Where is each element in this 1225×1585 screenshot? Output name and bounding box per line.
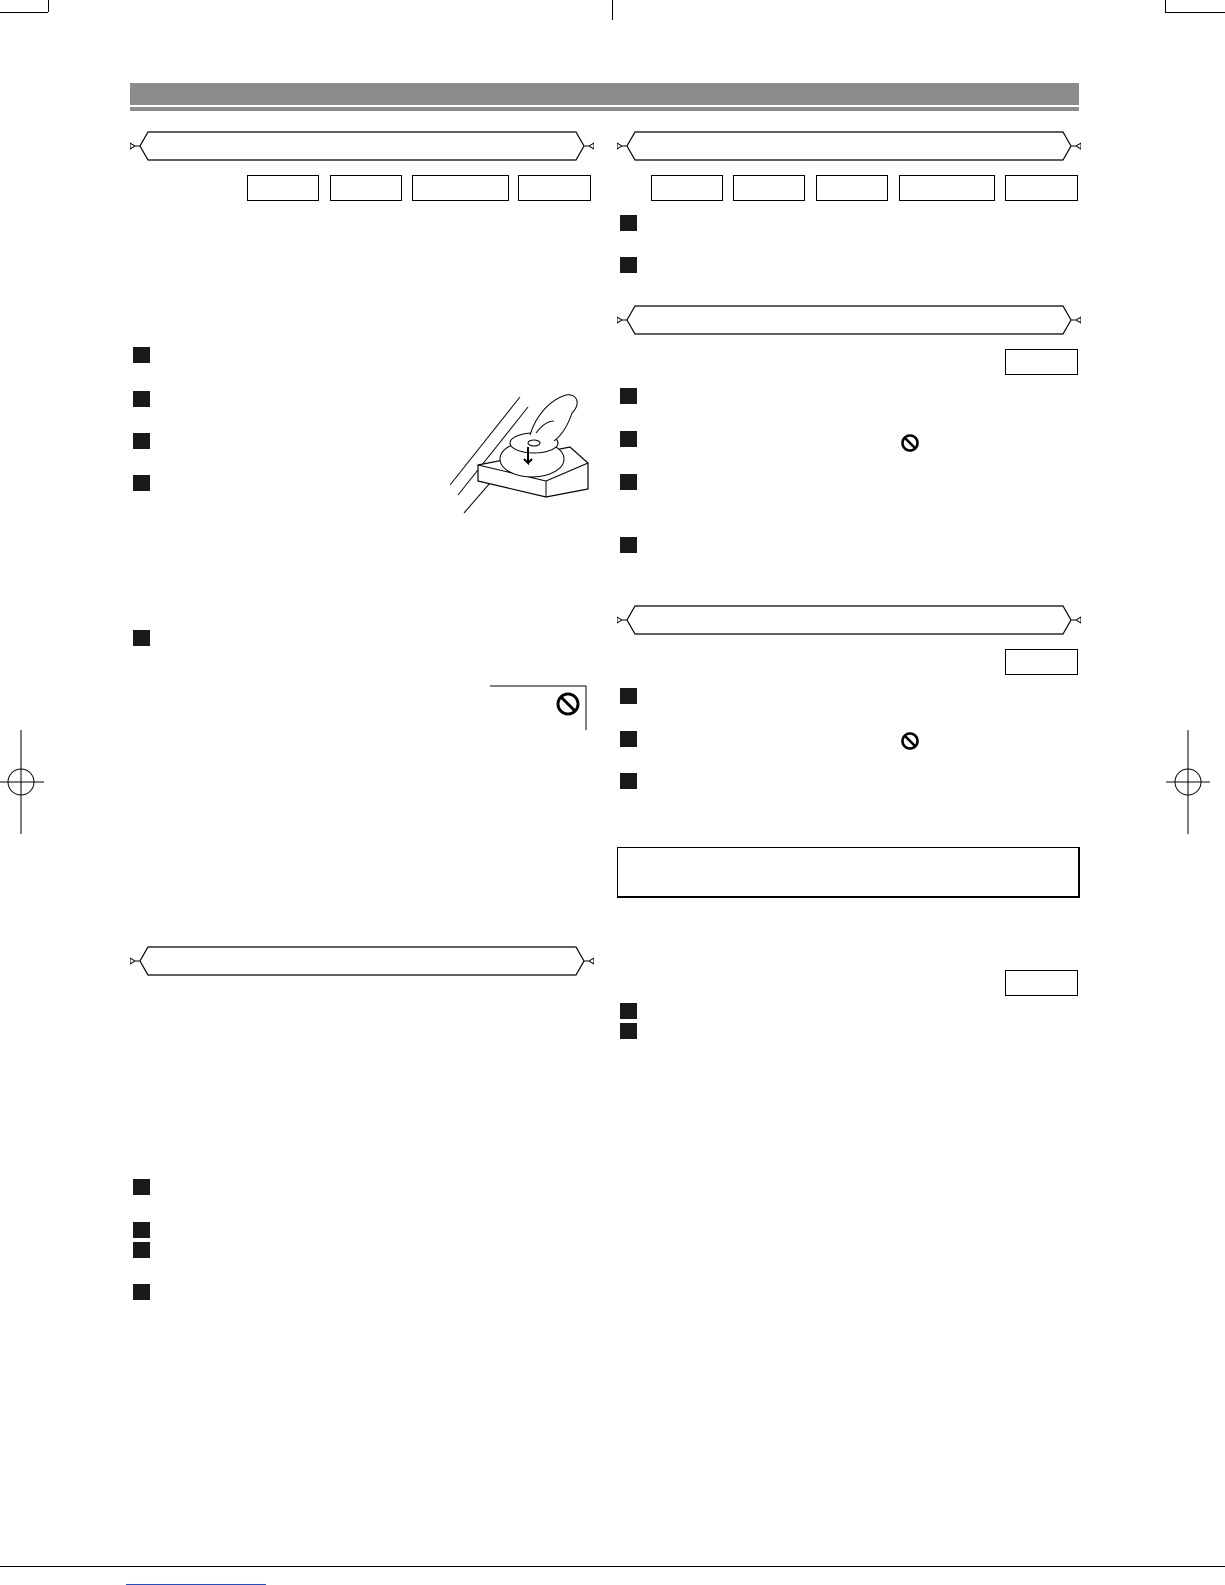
header-bar [130, 83, 1079, 105]
crop-mark-top-right-h [1165, 12, 1225, 13]
section-banner-b [617, 305, 1081, 335]
crop-mark-bottom-right-h [1165, 1566, 1225, 1567]
prohibit-callout [490, 684, 590, 732]
step-marker [133, 1222, 150, 1238]
step-marker [133, 1284, 150, 1300]
header-rule [130, 107, 1079, 111]
section-banner-play [130, 131, 594, 161]
disc-type-badge [1005, 649, 1078, 675]
prohibit-icon [899, 730, 921, 752]
disc-type-badge [1005, 970, 1078, 996]
step-marker [620, 257, 637, 273]
step-marker [620, 1003, 637, 1019]
step-marker [133, 391, 150, 407]
disc-type-badge [899, 175, 995, 201]
step-marker [133, 1179, 150, 1195]
disc-type-badge [330, 175, 402, 201]
step-marker [620, 388, 637, 404]
crop-mark-top-center-v [612, 0, 613, 20]
disc-type-badge [518, 175, 591, 201]
disc-tray-illustration [450, 385, 595, 515]
step-marker [620, 773, 637, 789]
step-marker [620, 474, 637, 490]
registration-mark-left [0, 730, 44, 834]
crop-mark-top-left-v [48, 0, 49, 12]
registration-mark-right [1166, 730, 1210, 834]
disc-type-badge [1005, 349, 1078, 375]
prohibit-icon [899, 432, 921, 454]
section-banner-lower [130, 946, 594, 976]
crop-mark-bottom-left-h [0, 1566, 48, 1567]
step-marker [133, 1242, 150, 1258]
disc-type-badge [651, 175, 723, 201]
step-marker [620, 215, 637, 231]
step-marker [620, 537, 637, 553]
note-box [617, 847, 1080, 898]
section-banner-c [617, 605, 1081, 635]
disc-type-badge [1005, 175, 1078, 201]
step-marker [620, 1023, 637, 1039]
disc-type-badge [247, 175, 319, 201]
disc-type-badge [816, 175, 888, 201]
step-marker [133, 475, 150, 491]
step-marker [133, 433, 150, 449]
crop-mark-bottom-rule [48, 1566, 1165, 1567]
crop-mark-top-right-v [1165, 0, 1166, 12]
step-marker [620, 431, 637, 447]
section-banner-a [617, 131, 1081, 161]
step-marker [133, 347, 150, 363]
disc-type-badge [733, 175, 805, 201]
step-marker [620, 731, 637, 747]
crop-mark-top-left-h [0, 12, 48, 13]
step-marker [620, 688, 637, 704]
disc-type-badge [412, 175, 509, 201]
step-marker [133, 630, 150, 646]
